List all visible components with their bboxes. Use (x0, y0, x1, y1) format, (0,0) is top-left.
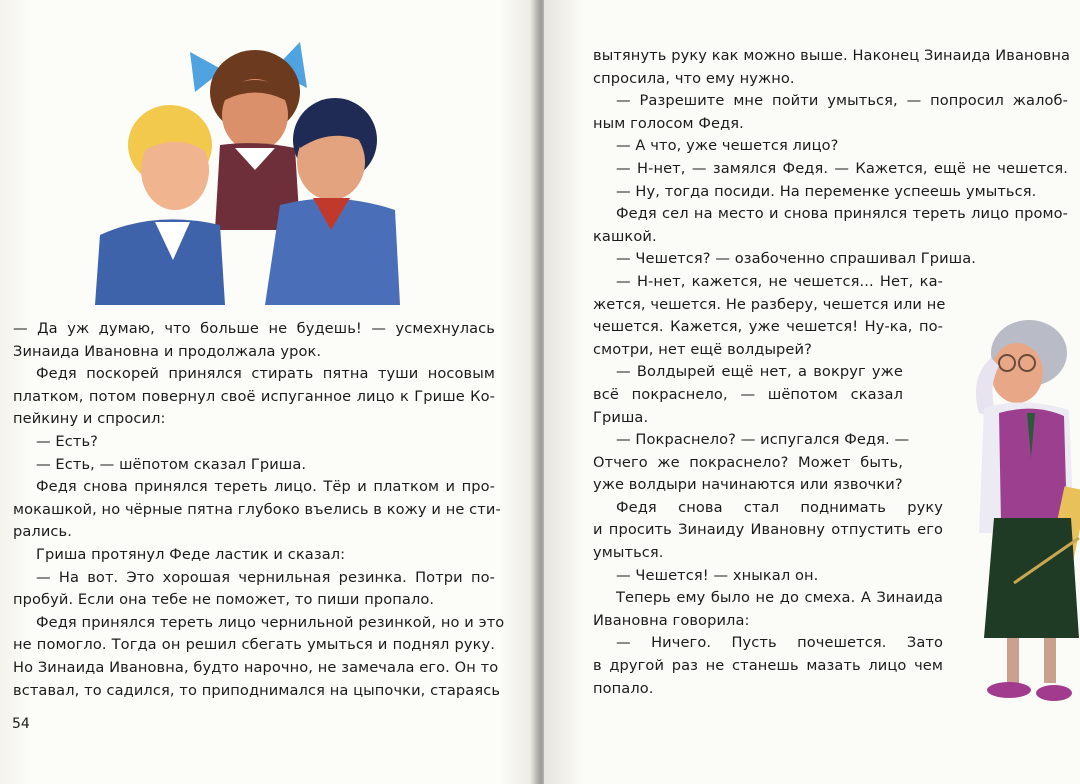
left-page-text (13, 318, 505, 702)
left-line-15: не помогло. Тогда он решил сбегать умыться и поднял руку. (13, 636, 495, 654)
right-line-16: всё покраснело, — шёпотом сказал (593, 385, 903, 403)
left-line-14: Федя принялся тереть лицо чернильной резинкой, но и это (36, 613, 505, 631)
right-line-5: — А что, уже чешется лицо? (616, 137, 839, 155)
right-line-6: — Н-нет, — замялся Федя. — Кажется, ещё не чешется. (616, 159, 1068, 177)
right-narrower-block (593, 361, 910, 497)
right-line-29: попало. (593, 679, 654, 697)
right-line-9: кашкой. (593, 227, 657, 245)
right-line-24: — Чешется! — хныкал он. (616, 566, 819, 584)
right-line-23: умыться. (593, 544, 664, 562)
right-line-1: вытянуть руку как можно выше. Наконец Зинаида Ивановна (593, 47, 1071, 64)
right-line-11: — Н-нет, кажется, не чешется... Нет, ка- (616, 272, 943, 290)
left-line-13: пробуй. Если она тебе не поможет, то пиши пропало. (13, 591, 435, 609)
left-line-9: мокашкой, но чёрные пятна глубоко въелись в кожу и не сти- (13, 500, 501, 518)
right-line-14: смотри, нет ещё волдырей? (593, 340, 812, 358)
right-narrow-block (593, 271, 946, 700)
teacher-skirt-shape (984, 518, 1079, 638)
left-line-4: платком, потом повернул своё испуганное лицо к Грише Ко- (13, 387, 495, 405)
right-line-25: Теперь ему было не до смеха. А Зинаида (616, 589, 943, 607)
teacher-leg-left (1007, 638, 1019, 683)
right-line-2: спросила, что ему нужно. (593, 69, 795, 87)
right-line-27: — Ничего. Пусть почешется. Зато (616, 634, 943, 652)
left-line-12: — На вот. Это хорошая чернильная резинка. Потри по- (36, 568, 495, 586)
left-line-2: Зинаида Ивановна и продолжала урок. (13, 342, 322, 360)
right-line-21: Федя снова стал поднимать руку (616, 498, 943, 516)
page-number: 54 (12, 716, 30, 732)
right-page (544, 0, 1080, 784)
left-line-1: — Да уж думаю, что больше не будешь! — усмехнулась (13, 320, 495, 337)
children-illustration (95, 30, 400, 305)
left-line-3: Федя поскорей принялся стирать пятна туши носовым (36, 365, 495, 383)
left-line-6: — Есть? (36, 432, 99, 450)
teacher-face-shape (991, 343, 1043, 403)
right-line-20: уже волдыри начинаются или язвочки? (593, 476, 903, 494)
right-line-17: Гриша. (593, 408, 649, 426)
left-line-8: Федя снова принялся тереть лицо. Тёр и платком и про- (36, 478, 495, 496)
left-line-5: пейкину и спросил: (13, 410, 166, 428)
teacher-leg-right (1044, 638, 1056, 683)
right-line-26: Ивановна говорила: (593, 611, 750, 629)
right-line-15: — Волдырей ещё нет, а вокруг уже (616, 363, 903, 381)
right-line-7: — Ну, тогда посиди. На переменке успеешь умыться. (616, 182, 1037, 200)
left-line-16: Но Зинаида Ивановна, будто нарочно, не замечала его. Он то (13, 658, 499, 676)
left-line-11: Гриша протянул Феде ластик и сказал: (36, 545, 346, 563)
teacher-shoe-right (1036, 685, 1072, 701)
right-line-10: — Чешется? — озабоченно спрашивал Гриша. (616, 250, 976, 268)
right-line-19: Отчего же покраснело? Может быть, (593, 453, 903, 471)
right-line-4: ным голосом Федя. (593, 114, 744, 132)
right-line-18: — Покраснело? — испугался Федя. — (616, 431, 910, 449)
right-line-8: Федя сел на место и снова принялся тереть лицо промо- (616, 205, 1068, 223)
teacher-shoe-left (987, 682, 1031, 698)
right-line-22: и просить Зинаиду Ивановну отпустить его (593, 521, 943, 539)
right-line-13: чешется. Кажется, уже чешется! Ну-ка, по- (593, 318, 943, 336)
teacher-illustration (939, 318, 1080, 713)
left-line-17: вставал, то садился, то приподнимался на цыпочки, стараясь (13, 681, 501, 699)
left-line-7: — Есть, — шёпотом сказал Гриша. (36, 455, 307, 473)
left-line-10: рались. (13, 523, 72, 541)
right-line-3: — Разрешите мне пойти умыться, — попросил жалоб- (616, 92, 1068, 110)
right-line-28: в другой раз не станешь мазать лицо чем (593, 657, 943, 675)
right-line-12: жется, чешется. Не разберу, чешется или не (593, 295, 946, 313)
left-page (0, 0, 538, 784)
